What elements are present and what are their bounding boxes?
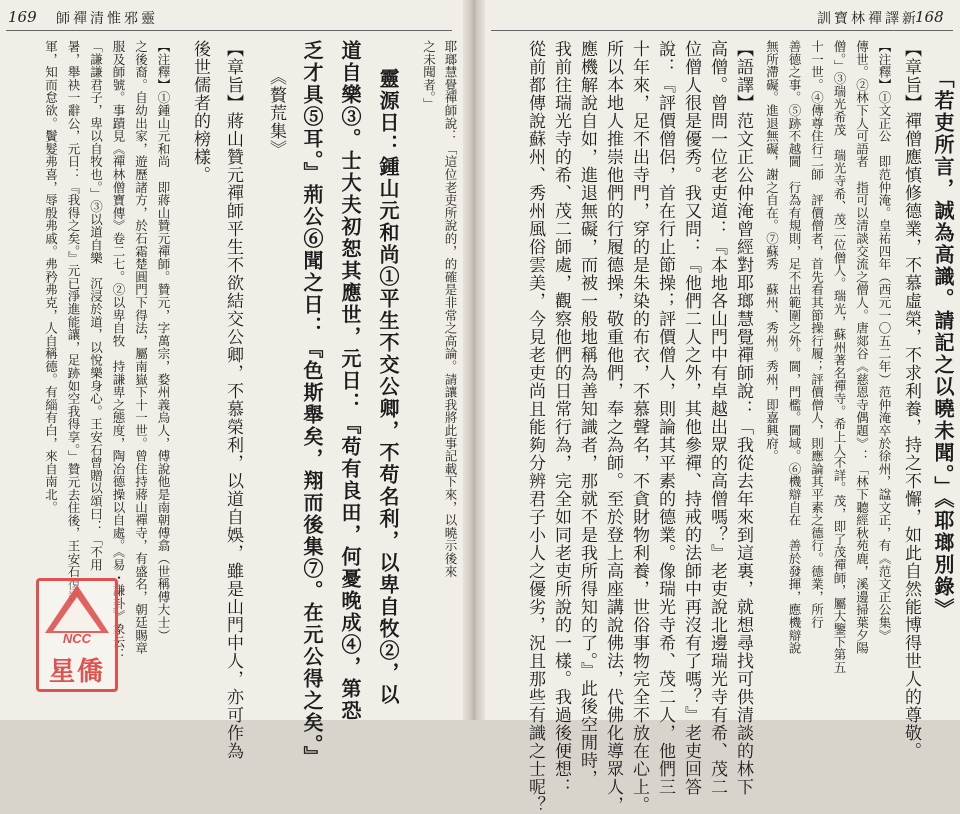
stamp-chinese-text: 星僑 xyxy=(48,657,105,687)
left-col-7: 【章旨】蔣山贊元禪師平生不欲結交公卿，不慕榮利，以道自娛，雖是山門中人，亦可作為 xyxy=(223,40,243,760)
left-running-title: 師禪清惟邪靈 xyxy=(56,11,158,27)
right-col-5: 僧。」③瑞光希茂 瑞光寺希、茂二位僧人。瑞光，蘇州著名禪寺。希上人不詳。茂，即了茂禪師，屬大鑒下第五 xyxy=(832,40,847,674)
right-col-15: 應機解說自如，進退無礙，而被一般地稱為善知識者，那就不是我所得知的了。』此後空閒時， xyxy=(577,40,597,788)
left-col-4: 道自樂③。士大夫初恕其應世，元日：『苟有良田，何憂晚成④，第恐 xyxy=(338,40,362,722)
right-running-title: 訓寶林禪譯新 xyxy=(817,11,919,27)
left-header-rule xyxy=(6,30,452,31)
left-col-3: 靈源日：鍾山元和尚①平生不交公卿，不苟名利，以卑自牧②，以 xyxy=(376,68,400,706)
stamp-triangle-inner xyxy=(53,597,101,631)
right-col-3: 【注釋】①文正公 即范仲淹。皇祐四年（西元一〇五二年）范仲淹卒於徐州，諡文正，有《范文正公集》 xyxy=(877,40,892,642)
left-page xyxy=(0,0,463,768)
right-col-7: 善德之事。⑤跡不越閫 行為有規則，足不出範圍之外。閫，門檻。閫域。⑥機辯自在 善於發揮，應機辯說 xyxy=(787,40,802,655)
left-col-5: 乏才具⑤耳。』荊公⑥聞之日：『色斯舉矣，翔而後集⑦。在元公得之矣。』 xyxy=(300,40,324,768)
left-col-11: 服及師號。事蹟見《禪林僧寶傳》卷二七。②以卑自牧 持謙卑之態度，陶冶德操以自處。《易・謙卦》象云： xyxy=(111,40,126,661)
right-page-number: 168 xyxy=(915,8,944,26)
right-col-17: 從前都傳說蘇州、秀州風俗雲美，今見老吏尚且能夠分辨君子小人之優劣，況且那些有識之士呢？ xyxy=(525,40,545,814)
right-header-rule xyxy=(491,30,953,31)
right-col-1: 「若吏所言，誠為高識。請記之以曉未聞。」《耶瑯別錄》 xyxy=(931,68,955,620)
left-col-12: 「謙謙君子，卑以自牧也。」③以道自樂 沉浸於道，以悅樂身心。王安石曾贈以頌曰：「不用 xyxy=(88,40,104,572)
ncc-watermark-stamp xyxy=(36,578,118,692)
right-page xyxy=(485,0,960,814)
right-col-2: 【章旨】禪僧應慎修德業，不慕虛榮，不求利養，持之不懈，如此自然能博得世人的尊敬。 xyxy=(901,40,921,760)
right-col-13: 十年來，足不出寺門，穿的是朱染的布衣，不慕聲名，不貪財物利養，世俗事物完全不放在心上。 xyxy=(629,40,649,814)
right-col-4: 傳世。②林下人可語者 指可以清談交流之僧人。唐郯谷《慈恩寺偶題》：「林下聽經秋苑鹿，溪邊掃葉夕陽 xyxy=(854,40,870,655)
right-col-8: 無所滯礙。進退無礙，謝之自在。⑦蘇秀 蘇州、秀州。秀州，即嘉興府。 xyxy=(764,40,780,463)
left-col-1: 耶瑯慧覺禪師說：「這位老吏所說的，的確是非常之高論。請讓我將此事記載下來，以曉示後來 xyxy=(443,40,458,578)
left-col-2: 之未聞者。」 xyxy=(421,40,437,111)
right-col-11: 位僧人很是優秀。我又問：『他們二人之外，其他參禪、持戒的法師中再沒有了嗎？』老吏回答 xyxy=(681,40,701,796)
left-col-10: 之後裔。自幼出家，遊歷諸方，於石霜楚圓門下得法，屬南嶽下十一世。曾住持蔣山禪寺，有盛名，朝廷賜章 xyxy=(133,40,149,655)
right-col-9: 【語譯】范文正公仲淹曾經對耶瑯慧覺禪師說：「我從去年來到這裏，就想尋找可供清談的林下 xyxy=(733,40,753,796)
right-col-14: 所以本地人推崇他們的行履德操，敬重他們，奉之為師。至於登上高座講說佛法，代佛化導眾人， xyxy=(603,40,623,814)
left-col-14: 軍，知而怠欲。鬢髮弗喜，辱殷弗戚。弗矜弗克，人自稱德。有緇有白，來自南北。 xyxy=(43,40,59,514)
stamp-english-text: NCC xyxy=(62,631,92,646)
right-col-16: 我前往瑞光寺的希、茂二師處，觀察他們的日常行為，完全如同老吏所說的一樣。我過後便想： xyxy=(551,40,571,796)
right-text-body xyxy=(491,40,955,814)
left-page-number: 169 xyxy=(8,8,37,26)
right-col-12: 說：『評價僧侶，首在行止節操；評價僧人，則論其平素的德業。像瑞光寺希、茂二人，他們三 xyxy=(655,40,675,796)
book-gutter xyxy=(463,0,485,720)
left-col-6: 《贅荒集》 xyxy=(266,68,286,158)
right-col-6: 十一世。④傳尊住行二師 評價僧者，首先看其節操行履；評價僧人，則應論其平素之德行。德業，所行 xyxy=(809,40,825,629)
left-col-8: 後世儒者的榜樣。 xyxy=(190,40,210,184)
left-col-13: 暑，舉袂一辭公，元日：『我得之矣。』元已淨進能讓，足跡如空我得享。」贊元去住後，王安石復讚日： xyxy=(66,40,81,630)
left-col-9: 【注釋】①鍾山元和尚 即蔣山贊元禪師。贊元，字萬宗，婺州義烏人，傅說他是南朝傅翕（世稱傅大士） xyxy=(156,40,171,642)
right-col-10: 高僧。曾問一位老吏道：『本地各山門中有卓越出眾的高僧嗎？』老吏說北邊瑞光寺有希、茂二 xyxy=(707,40,727,796)
